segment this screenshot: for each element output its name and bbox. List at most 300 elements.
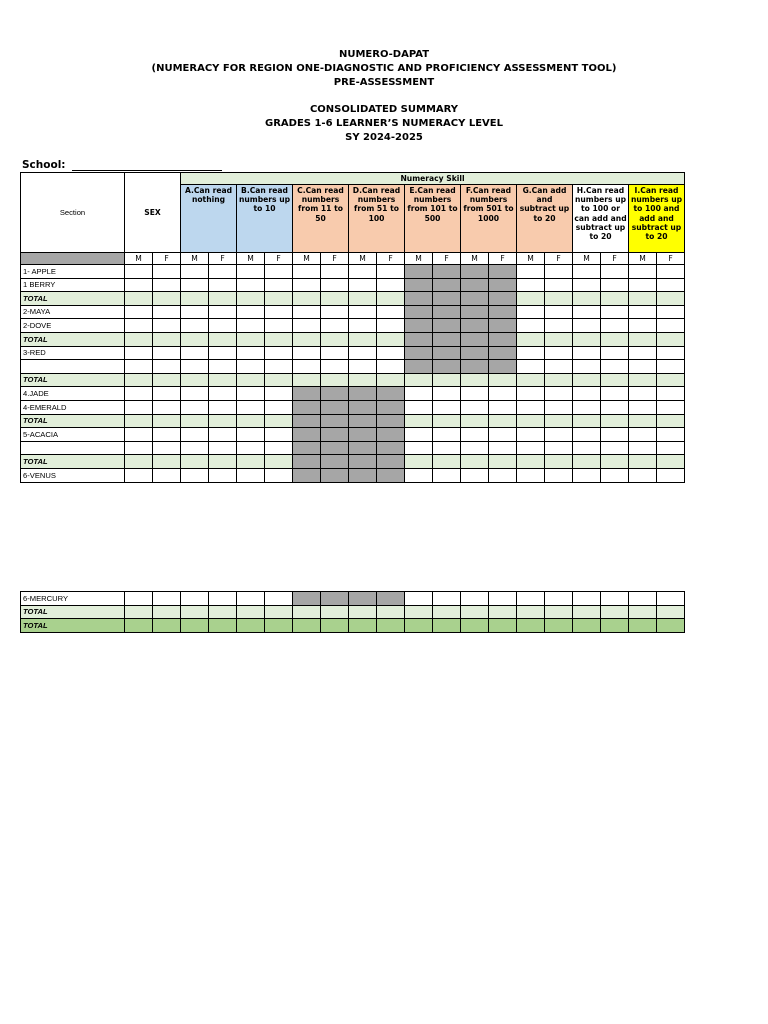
count-cell[interactable] [293,441,321,455]
count-cell[interactable] [461,319,489,333]
count-cell[interactable] [321,292,349,306]
count-cell[interactable] [265,265,293,279]
count-cell[interactable] [209,305,237,319]
count-cell[interactable] [181,360,209,374]
count-cell[interactable] [153,605,181,619]
count-cell[interactable] [657,332,685,346]
count-cell[interactable] [461,387,489,401]
count-cell[interactable] [209,265,237,279]
count-cell[interactable] [629,319,657,333]
count-cell[interactable] [601,332,629,346]
count-cell[interactable] [433,455,461,469]
count-cell[interactable] [629,387,657,401]
count-cell[interactable] [573,468,601,482]
count-cell[interactable] [517,605,545,619]
count-cell[interactable] [125,332,153,346]
count-cell[interactable] [209,319,237,333]
count-cell[interactable] [545,305,573,319]
count-cell[interactable] [153,373,181,387]
count-cell[interactable] [153,278,181,292]
count-cell[interactable] [265,619,293,633]
count-cell[interactable] [237,319,265,333]
count-cell[interactable] [237,468,265,482]
count-cell[interactable] [629,265,657,279]
count-cell[interactable] [461,619,489,633]
count-cell[interactable] [265,332,293,346]
count-cell[interactable] [349,360,377,374]
count-cell[interactable] [461,400,489,414]
count-cell[interactable] [125,305,153,319]
count-cell[interactable] [433,265,461,279]
count-cell[interactable] [293,387,321,401]
count-cell[interactable] [517,332,545,346]
count-cell[interactable] [657,278,685,292]
count-cell[interactable] [321,319,349,333]
count-cell[interactable] [405,605,433,619]
count-cell[interactable] [181,278,209,292]
count-cell[interactable] [573,441,601,455]
count-cell[interactable] [657,400,685,414]
count-cell[interactable] [377,428,405,442]
count-cell[interactable] [489,468,517,482]
count-cell[interactable] [601,265,629,279]
count-cell[interactable] [433,332,461,346]
count-cell[interactable] [181,619,209,633]
count-cell[interactable] [573,373,601,387]
count-cell[interactable] [349,305,377,319]
count-cell[interactable] [461,414,489,428]
count-cell[interactable] [349,619,377,633]
count-cell[interactable] [349,346,377,360]
count-cell[interactable] [181,305,209,319]
count-cell[interactable] [181,332,209,346]
count-cell[interactable] [237,360,265,374]
count-cell[interactable] [545,592,573,606]
count-cell[interactable] [573,265,601,279]
count-cell[interactable] [321,468,349,482]
count-cell[interactable] [181,455,209,469]
count-cell[interactable] [293,455,321,469]
count-cell[interactable] [489,360,517,374]
count-cell[interactable] [293,428,321,442]
count-cell[interactable] [461,428,489,442]
count-cell[interactable] [545,468,573,482]
count-cell[interactable] [545,346,573,360]
count-cell[interactable] [489,414,517,428]
count-cell[interactable] [265,305,293,319]
count-cell[interactable] [125,278,153,292]
count-cell[interactable] [321,387,349,401]
count-cell[interactable] [125,441,153,455]
count-cell[interactable] [125,428,153,442]
count-cell[interactable] [573,278,601,292]
count-cell[interactable] [265,455,293,469]
count-cell[interactable] [517,400,545,414]
count-cell[interactable] [629,360,657,374]
count-cell[interactable] [153,428,181,442]
count-cell[interactable] [153,346,181,360]
count-cell[interactable] [517,455,545,469]
count-cell[interactable] [433,278,461,292]
count-cell[interactable] [629,414,657,428]
count-cell[interactable] [405,305,433,319]
count-cell[interactable] [489,319,517,333]
count-cell[interactable] [209,592,237,606]
count-cell[interactable] [545,265,573,279]
count-cell[interactable] [601,592,629,606]
count-cell[interactable] [489,441,517,455]
count-cell[interactable] [657,292,685,306]
count-cell[interactable] [517,373,545,387]
count-cell[interactable] [461,292,489,306]
count-cell[interactable] [433,428,461,442]
count-cell[interactable] [517,619,545,633]
count-cell[interactable] [293,305,321,319]
count-cell[interactable] [545,373,573,387]
count-cell[interactable] [489,332,517,346]
count-cell[interactable] [377,292,405,306]
count-cell[interactable] [209,455,237,469]
count-cell[interactable] [657,619,685,633]
count-cell[interactable] [293,468,321,482]
count-cell[interactable] [209,428,237,442]
count-cell[interactable] [293,319,321,333]
count-cell[interactable] [601,387,629,401]
count-cell[interactable] [489,592,517,606]
count-cell[interactable] [377,387,405,401]
count-cell[interactable] [629,468,657,482]
count-cell[interactable] [657,346,685,360]
count-cell[interactable] [461,305,489,319]
count-cell[interactable] [405,414,433,428]
count-cell[interactable] [125,319,153,333]
count-cell[interactable] [181,414,209,428]
count-cell[interactable] [405,468,433,482]
count-cell[interactable] [125,292,153,306]
count-cell[interactable] [349,373,377,387]
count-cell[interactable] [181,400,209,414]
count-cell[interactable] [405,332,433,346]
count-cell[interactable] [209,373,237,387]
count-cell[interactable] [293,619,321,633]
count-cell[interactable] [517,292,545,306]
count-cell[interactable] [545,278,573,292]
count-cell[interactable] [489,605,517,619]
count-cell[interactable] [265,319,293,333]
count-cell[interactable] [125,346,153,360]
count-cell[interactable] [517,414,545,428]
count-cell[interactable] [181,592,209,606]
count-cell[interactable] [293,265,321,279]
count-cell[interactable] [237,400,265,414]
count-cell[interactable] [237,265,265,279]
count-cell[interactable] [517,360,545,374]
count-cell[interactable] [349,455,377,469]
count-cell[interactable] [405,592,433,606]
count-cell[interactable] [181,292,209,306]
count-cell[interactable] [489,265,517,279]
count-cell[interactable] [573,346,601,360]
count-cell[interactable] [657,360,685,374]
count-cell[interactable] [153,414,181,428]
count-cell[interactable] [573,387,601,401]
count-cell[interactable] [629,332,657,346]
count-cell[interactable] [181,441,209,455]
count-cell[interactable] [461,346,489,360]
count-cell[interactable] [405,441,433,455]
count-cell[interactable] [433,592,461,606]
count-cell[interactable] [293,592,321,606]
count-cell[interactable] [237,332,265,346]
count-cell[interactable] [601,468,629,482]
count-cell[interactable] [125,455,153,469]
count-cell[interactable] [405,346,433,360]
count-cell[interactable] [377,305,405,319]
count-cell[interactable] [265,468,293,482]
count-cell[interactable] [349,468,377,482]
count-cell[interactable] [377,319,405,333]
count-cell[interactable] [209,468,237,482]
count-cell[interactable] [657,387,685,401]
count-cell[interactable] [293,332,321,346]
count-cell[interactable] [377,373,405,387]
count-cell[interactable] [461,441,489,455]
count-cell[interactable] [153,319,181,333]
count-cell[interactable] [125,373,153,387]
count-cell[interactable] [517,592,545,606]
count-cell[interactable] [349,414,377,428]
count-cell[interactable] [377,605,405,619]
count-cell[interactable] [265,400,293,414]
count-cell[interactable] [293,292,321,306]
count-cell[interactable] [461,265,489,279]
count-cell[interactable] [517,346,545,360]
count-cell[interactable] [377,592,405,606]
count-cell[interactable] [573,414,601,428]
count-cell[interactable] [545,292,573,306]
count-cell[interactable] [433,360,461,374]
count-cell[interactable] [489,387,517,401]
count-cell[interactable] [517,468,545,482]
count-cell[interactable] [293,414,321,428]
count-cell[interactable] [489,292,517,306]
count-cell[interactable] [545,414,573,428]
count-cell[interactable] [657,441,685,455]
count-cell[interactable] [321,360,349,374]
count-cell[interactable] [573,428,601,442]
count-cell[interactable] [125,265,153,279]
count-cell[interactable] [321,619,349,633]
count-cell[interactable] [321,414,349,428]
count-cell[interactable] [489,346,517,360]
count-cell[interactable] [153,455,181,469]
count-cell[interactable] [601,360,629,374]
count-cell[interactable] [573,605,601,619]
count-cell[interactable] [433,414,461,428]
count-cell[interactable] [181,605,209,619]
count-cell[interactable] [629,278,657,292]
count-cell[interactable] [349,400,377,414]
count-cell[interactable] [601,441,629,455]
count-cell[interactable] [237,373,265,387]
count-cell[interactable] [573,619,601,633]
count-cell[interactable] [461,468,489,482]
count-cell[interactable] [125,387,153,401]
count-cell[interactable] [125,400,153,414]
count-cell[interactable] [601,455,629,469]
count-cell[interactable] [573,292,601,306]
count-cell[interactable] [377,346,405,360]
count-cell[interactable] [489,428,517,442]
count-cell[interactable] [377,400,405,414]
count-cell[interactable] [657,373,685,387]
count-cell[interactable] [125,619,153,633]
count-cell[interactable] [125,592,153,606]
count-cell[interactable] [629,292,657,306]
count-cell[interactable] [405,360,433,374]
count-cell[interactable] [657,468,685,482]
count-cell[interactable] [601,619,629,633]
count-cell[interactable] [181,346,209,360]
count-cell[interactable] [489,373,517,387]
count-cell[interactable] [377,360,405,374]
count-cell[interactable] [293,278,321,292]
count-cell[interactable] [629,346,657,360]
count-cell[interactable] [181,428,209,442]
count-cell[interactable] [405,428,433,442]
count-cell[interactable] [601,373,629,387]
count-cell[interactable] [517,278,545,292]
count-cell[interactable] [321,441,349,455]
count-cell[interactable] [181,468,209,482]
count-cell[interactable] [209,292,237,306]
count-cell[interactable] [153,332,181,346]
count-cell[interactable] [461,455,489,469]
count-cell[interactable] [461,373,489,387]
count-cell[interactable] [629,605,657,619]
count-cell[interactable] [181,387,209,401]
count-cell[interactable] [601,400,629,414]
count-cell[interactable] [517,441,545,455]
count-cell[interactable] [377,441,405,455]
count-cell[interactable] [433,605,461,619]
count-cell[interactable] [405,400,433,414]
count-cell[interactable] [153,305,181,319]
count-cell[interactable] [265,592,293,606]
count-cell[interactable] [265,605,293,619]
count-cell[interactable] [209,278,237,292]
count-cell[interactable] [349,319,377,333]
count-cell[interactable] [153,441,181,455]
count-cell[interactable] [629,305,657,319]
count-cell[interactable] [405,319,433,333]
count-cell[interactable] [209,400,237,414]
count-cell[interactable] [265,428,293,442]
count-cell[interactable] [433,292,461,306]
count-cell[interactable] [321,305,349,319]
count-cell[interactable] [293,360,321,374]
count-cell[interactable] [461,360,489,374]
count-cell[interactable] [181,265,209,279]
count-cell[interactable] [293,373,321,387]
count-cell[interactable] [293,605,321,619]
count-cell[interactable] [405,387,433,401]
count-cell[interactable] [629,428,657,442]
count-cell[interactable] [265,387,293,401]
count-cell[interactable] [489,619,517,633]
count-cell[interactable] [153,360,181,374]
count-cell[interactable] [657,265,685,279]
count-cell[interactable] [601,605,629,619]
count-cell[interactable] [265,360,293,374]
count-cell[interactable] [293,400,321,414]
count-cell[interactable] [349,265,377,279]
count-cell[interactable] [461,605,489,619]
count-cell[interactable] [433,400,461,414]
count-cell[interactable] [629,441,657,455]
count-cell[interactable] [377,332,405,346]
count-cell[interactable] [125,414,153,428]
count-cell[interactable] [657,414,685,428]
count-cell[interactable] [489,278,517,292]
count-cell[interactable] [545,387,573,401]
count-cell[interactable] [349,592,377,606]
count-cell[interactable] [657,428,685,442]
count-cell[interactable] [209,387,237,401]
count-cell[interactable] [657,305,685,319]
count-cell[interactable] [209,346,237,360]
count-cell[interactable] [573,592,601,606]
count-cell[interactable] [265,346,293,360]
count-cell[interactable] [377,265,405,279]
count-cell[interactable] [657,455,685,469]
count-cell[interactable] [405,619,433,633]
count-cell[interactable] [125,468,153,482]
count-cell[interactable] [321,265,349,279]
count-cell[interactable] [405,265,433,279]
count-cell[interactable] [545,428,573,442]
count-cell[interactable] [237,592,265,606]
count-cell[interactable] [517,428,545,442]
count-cell[interactable] [545,319,573,333]
count-cell[interactable] [237,387,265,401]
count-cell[interactable] [461,332,489,346]
count-cell[interactable] [657,605,685,619]
count-cell[interactable] [573,319,601,333]
count-cell[interactable] [237,346,265,360]
count-cell[interactable] [545,605,573,619]
count-cell[interactable] [181,319,209,333]
count-cell[interactable] [489,305,517,319]
count-cell[interactable] [209,332,237,346]
count-cell[interactable] [433,305,461,319]
count-cell[interactable] [321,428,349,442]
count-cell[interactable] [349,605,377,619]
count-cell[interactable] [209,619,237,633]
count-cell[interactable] [237,455,265,469]
count-cell[interactable] [629,373,657,387]
count-cell[interactable] [209,441,237,455]
count-cell[interactable] [601,305,629,319]
count-cell[interactable] [153,387,181,401]
count-cell[interactable] [377,619,405,633]
count-cell[interactable] [209,414,237,428]
count-cell[interactable] [657,592,685,606]
count-cell[interactable] [349,441,377,455]
count-cell[interactable] [433,468,461,482]
count-cell[interactable] [629,619,657,633]
count-cell[interactable] [321,400,349,414]
